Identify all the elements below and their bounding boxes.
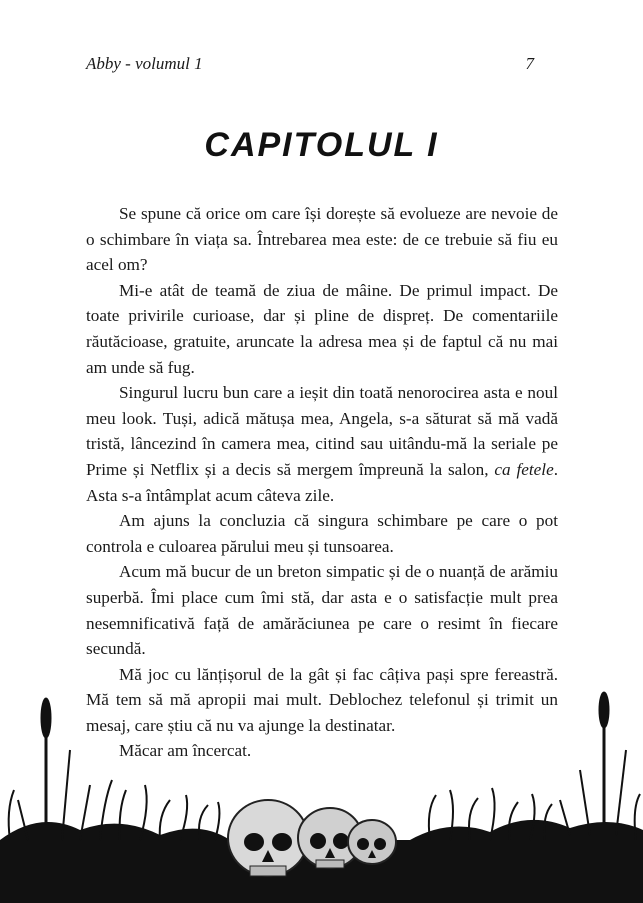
skull-small [348, 820, 396, 864]
paragraph [86, 380, 558, 508]
paragraph: Acum mă bucur de un breton simpatic și de o nuanță de arămiu superbă. Îmi place cum îmi stă, dar asta e o satisfacție mult prea nesemnificativă față de amărăciunea pe care o resimt în fiecare secundă. [86, 562, 558, 659]
chapter-body [86, 201, 558, 764]
paragraph: Am ajuns la concluzia că singura schimbare pe care o pot controla e culoarea părului meu și tunsoarea. [86, 511, 558, 556]
reed-right [560, 692, 626, 835]
paragraph: Mă joc cu lănțișorul de la gât și fac câțiva pași spre fereastră. Mă tem să mă apropii mai mult. Deblochez telefonul și trimit un mesaj, care știu că nu va ajunge la destinatar. [86, 664, 558, 735]
book-title: Abby - volumul 1 [86, 54, 203, 73]
page-number: 7 [525, 54, 534, 73]
paragraph-text: . Asta s-a întâmplat acum câteva zile. [86, 459, 558, 505]
paragraph: Se spune că orice om care își dorește să evolueze are nevoie de o schimbare în viața sa. Întrebarea mea este: de ce trebuie să fiu eu acel om? [86, 204, 558, 275]
skull-large [228, 800, 308, 876]
emphasized-text: ca fetele [494, 459, 554, 479]
chapter-title: CAPITOLUL I [204, 126, 439, 164]
reed-left [18, 698, 90, 840]
running-header [86, 54, 534, 74]
skulls-in-grass-illustration [0, 690, 643, 903]
paragraph-text: Singurul lucru bun care a ieșit din toată nenorocirea asta e noul meu look. Tuși, adică mătușa mea, Angela, s-a săturat să mă vadă tristă, lâncezind în camera mea, citind sau uitându-mă la seriale pe Prime și Netflix și a decis să mergem împreună la salon, [86, 383, 558, 479]
paragraph: Mi-e atât de teamă de ziua de mâine. De primul impact. De toate privirile curioase, dar și pline de dispreț. De comentariile răutăcioase, gratuite, aruncate la adresa mea și de faptul că nu mai am unde să fug. [86, 280, 558, 377]
paragraph: Măcar am încercat. [119, 741, 252, 761]
